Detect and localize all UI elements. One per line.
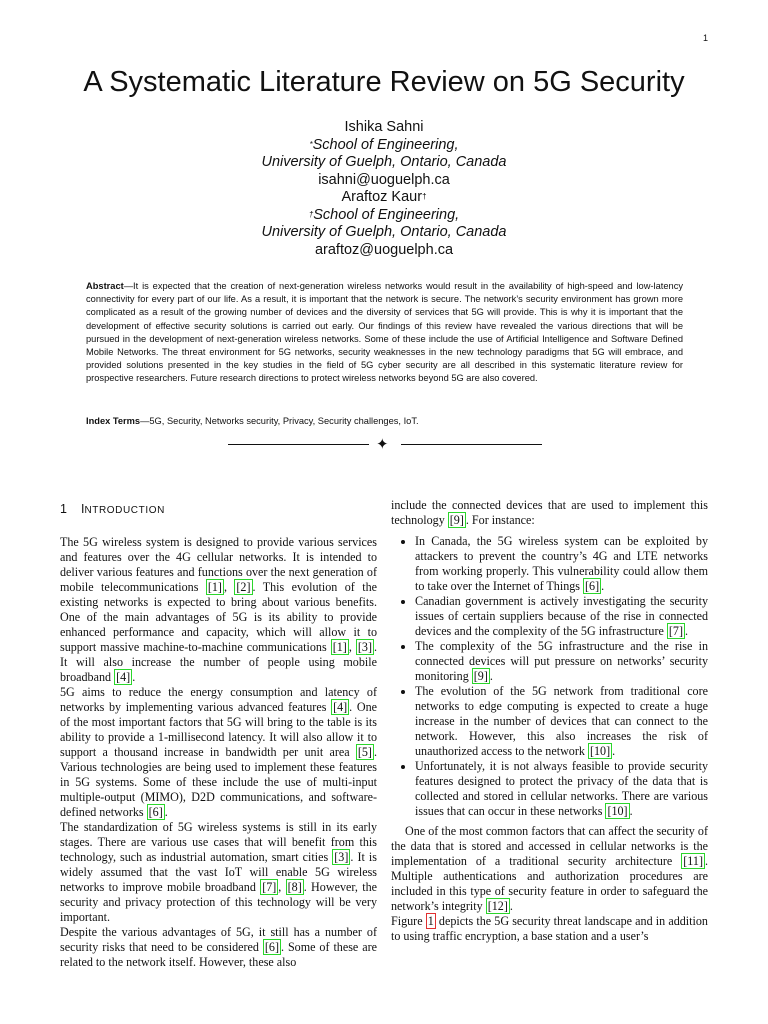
paragraph: Figure 1 depicts the 5G security threat landscape and in addition to using traffic encryption, a base station and a user’s [391, 914, 708, 943]
list-item: • The evolution of the 5G network from traditional core networks to edge computing is expected to create a huge increase in the number of devices that can connect to the network. However, this also increases the risk of unauthorized access to the network [10] . [415, 684, 708, 759]
author-block [0, 119, 768, 259]
author-university: University of Guelph, Ontario, Canada [261, 154, 507, 170]
citation-link[interactable]: [10] [589, 744, 611, 758]
citation-link[interactable]: [3] [357, 640, 372, 654]
list-item: • Canadian government is actively investigating the security issues of certain suppliers because of the rise in connected devices and the complexity of the 5G infrastructure [7] . [415, 594, 708, 639]
citation-link[interactable]: [4] [116, 670, 131, 684]
citation-link[interactable]: [6] [264, 940, 279, 954]
paragraph: One of the most common factors that can affect the security of the data that is stored and accessed in cellular networks is the implementation of a traditional security architecture [11] . Multiple authentications and authorization procedures are included in this type of security feature in order to safeguard the network’s integrity [12] . [391, 824, 708, 913]
index-terms [86, 416, 683, 426]
citation-link[interactable]: [12] [487, 899, 508, 913]
citation-link[interactable]: [7] [668, 624, 683, 638]
author-email: araftoz@uoguelph.ca [314, 241, 454, 258]
paragraph: 5G aims to reduce the energy consumption and latency of networks by implementing various advanced features [4] . One of the most important factors that 5G will bring to the table is its ability to provide a 1-millisecond latency. It will also allow it to support a thousand increase in bandwidth per unit area [5] . Various technologies are being used to implement these features in 5G systems. Some of these include the use of multi-input multiple-output (MIMO), D2D communications, and software-defined networks [6] . [60, 685, 377, 819]
section-divider [228, 438, 542, 452]
author-name: Araftoz Kaur† [341, 189, 427, 205]
citation-link[interactable]: [7] [262, 880, 277, 894]
citation-link[interactable]: [6] [148, 805, 163, 819]
figure-reference-link[interactable]: 1 [427, 914, 434, 928]
abstract [86, 280, 683, 386]
author-affiliation: *School of Engineering, [309, 136, 459, 153]
citation-link[interactable]: [3] [334, 850, 349, 864]
citation-link[interactable]: [6] [585, 579, 600, 593]
citation-link[interactable]: [8] [287, 880, 302, 894]
citation-link[interactable]: [5] [357, 745, 372, 759]
abstract-text: —It is expected that the creation of next-generation wireless networks would result in the availability of high-speed and low-latency connectivity for every part of our life. As a result, it is important that the network is secure. The network’s security environment has grown more complicated as a result of the growing number of devices and the diversity of services that 5G will provide. This is why it is important that the development of effective security solutions is carried out early. Our findings of this review have revealed the various directions that will be pursued in the development of next-generation wireless networks. Some of these include the use of Artificial Intelligence and Software Defined Mobile Networks. The threat environment for 5G networks, security weaknesses in the new technology paradigms that 5G will embrace, and provided solutions presented in the key studies in the field of 5G cyber security are all described in this systematic literature review for prospective researchers. Future research directions to protect wireless networks beyond 5G are also covered. [86, 281, 683, 384]
citation-link[interactable]: [9] [473, 669, 488, 683]
divider-line-left [228, 444, 369, 445]
citation-link[interactable]: [4] [333, 700, 348, 714]
paragraph: Despite the various advantages of 5G, it still has a number of security risks that need to be considered [6] . Some of these are related to the network itself. However, these also [60, 925, 377, 969]
left-column [60, 498, 377, 970]
paragraph: include the connected devices that are used to implement this technology [9] . For instance: [391, 498, 708, 527]
bullet-list [391, 534, 708, 819]
author-email: isahni@uoguelph.ca [318, 171, 450, 188]
paper-title: A Systematic Literature Review on 5G Security [83, 66, 685, 98]
divider-line-right [401, 444, 542, 445]
author-affiliation: †School of Engineering, [308, 206, 460, 223]
author-name: Ishika Sahni [344, 119, 424, 135]
index-terms-label: Index Terms [86, 416, 141, 426]
abstract-label: Abstract [86, 281, 124, 291]
citation-link[interactable]: [2] [236, 580, 251, 594]
paragraph: The standardization of 5G wireless systems is still in its early stages. There are various use cases that will benefit from this technology, such as industrial automation, smart cities [3] . It is widely assumed that the vast IoT will enable 5G wireless networks to improve mobile broadband [7] , [8] . However, the security and privacy protection of this technology will be very important. [60, 820, 378, 924]
index-terms-text: —5G, Security, Networks security, Privacy, Security challenges, IoT. [140, 416, 419, 426]
right-column [391, 498, 708, 944]
author-university: University of Guelph, Ontario, Canada [261, 224, 507, 240]
citation-link[interactable]: [10] [607, 804, 628, 818]
citation-link[interactable]: [1] [332, 640, 347, 654]
citation-link[interactable]: [1] [207, 580, 222, 594]
section-heading: 1 INTRODUCTION [60, 502, 165, 516]
citation-link[interactable]: [9] [449, 513, 464, 527]
paragraph: The 5G wireless system is designed to provide various services and features over the 4G cellular networks. It is intended to deliver various features and functions over the next generation of mobile telecommunications [1] , [2] . This evolution of the existing networks is expected to bring about various benefits. One of the main advantages of 5G is its ability to provide enhanced performance and capacity, which will allow it to support massive machine-to-machine communications [1] , [3] . It will also increase the number of people using mobile broadband [4] . [60, 535, 378, 684]
divider-star-icon: ✦ [376, 437, 389, 453]
list-item: • Unfortunately, it is not always feasible to provide security features designed to protect the privacy of the data that is collected and stored in cellular networks. There are various issues that can occur in these networks [10] . [415, 759, 708, 819]
page-number: 1 [702, 33, 708, 43]
citation-link[interactable]: [11] [683, 854, 703, 868]
list-item: • In Canada, the 5G wireless system can be exploited by attackers to prevent the country’s 4G and LTE networks from working properly. This vulnerability could allow them to take over the Internet of Things [6] . [415, 534, 708, 594]
list-item: • The complexity of the 5G infrastructure and the rise in connected devices will put pressure on networks’ security monitoring [9] . [415, 639, 708, 684]
